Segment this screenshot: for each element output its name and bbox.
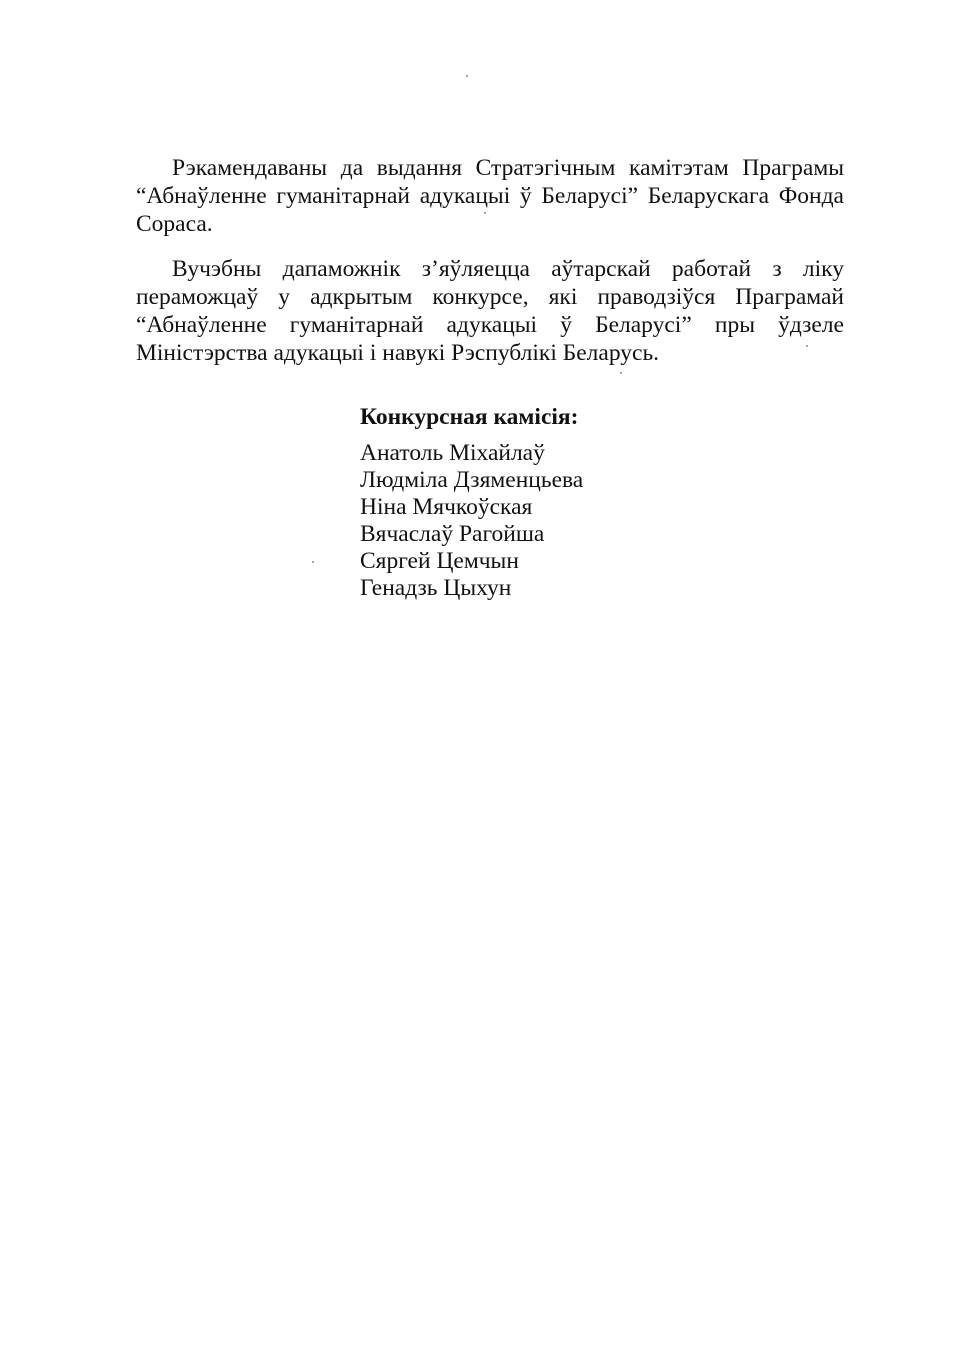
commission-member: Сяргей Цемчын	[360, 548, 519, 574]
contest-info-paragraph: Вучэбны дапаможнік з’яўляецца аўтарскай работай з ліку пераможцаў у адкрытым конкурсе, які праводзіўся Праграмай “Абнаўленне гуманітарнай адукацыі ў Беларусі” пры ўдзеле Міністэрства адукацыі і навукі Рэспублікі Беларусь.	[136, 256, 844, 366]
commission-member: Ніна Мячкоўская	[360, 494, 533, 520]
scan-speck	[466, 75, 468, 77]
commission-member: Людміла Дзяменцьева	[360, 467, 584, 493]
scan-speck	[806, 345, 808, 347]
commission-member: Анатоль Міхайлаў	[360, 440, 545, 466]
commission-member: Генадзь Цыхун	[360, 575, 512, 601]
commission-title: Конкурсная камісія:	[360, 404, 579, 430]
scan-speck	[620, 372, 622, 374]
scan-speck	[312, 561, 314, 563]
commission-block	[360, 404, 583, 602]
commission-member: Вячаслаў Рагойша	[360, 521, 545, 547]
scan-speck	[484, 212, 486, 214]
recommendation-paragraph: Рэкамендаваны да выдання Стратэгічным камітэтам Праграмы “Абнаўленне гуманітарнай адукацыі ў Беларусі” Беларускага Фонда Сораса.	[136, 155, 844, 237]
